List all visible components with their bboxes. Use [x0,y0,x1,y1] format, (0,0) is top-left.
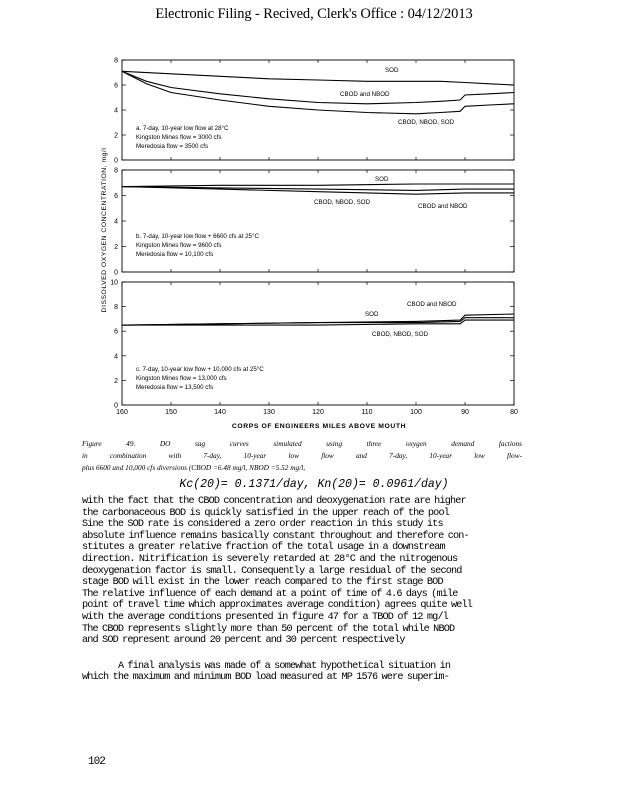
p1-line-10: point of travel time which approximates average condition) agrees quite well [82,600,473,612]
panel-c-note-1: Kingston Mines flow = 13,000 cfs [136,375,227,382]
p1-line-7: deoxygenation factor is small. Consequently a large residual of the second [82,565,462,577]
p1-line-9: The relative influence of each demand at a point of time of 4.6 days (mile [82,588,458,600]
p2-line-1: A final analysis was made of a somewhat hypothetical situation in [118,660,451,672]
xtick-label-8: 80 [510,409,518,416]
panel-a-note-2: Meredosia flow = 3500 cfs [136,143,209,150]
page-number: 102 [88,756,105,768]
panel-b-series-0-label: SOD [375,176,389,183]
panel-a [114,58,514,165]
p1-line-11: with the average conditions presented in figure 47 for a TBOD of 12 mg/l [82,611,448,623]
y-axis-label: DISSOLVED OXYGEN CONCENTRATION, mg/l [101,147,108,313]
xtick-label-0: 160 [116,409,128,416]
p1-line-5: stitutes a greater relative fraction of the total usage in a downstream [82,542,445,554]
panel-c-series-2-label: CBOD, NBOD, SOD [372,331,429,338]
p2-line-2: which the maximum and minimum BOD load measured at MP 1576 were superim- [82,672,449,684]
paragraph-1 [82,496,532,647]
p1-line-3: Sine the SOD rate is considered a zero order reaction in this study its [82,519,443,531]
panel-a-ytick-label-4: 0 [114,157,118,165]
panel-a-series-1-label: CBOD and NBOD [340,91,390,98]
panel-b-ytick-label-0: 8 [114,167,118,175]
p1-line-1: with the fact that the CBOD concentration and deoxygenation rate are higher [82,496,466,507]
caption-line-2: in combination with 7-day, 10-year low flow and 7-day, 10-year low flow- [82,451,522,460]
panel-c-ytick-label-2: 6 [114,328,118,336]
panel-a-series-2-line [122,71,514,114]
panel-b-series-1-label: CBOD and NBOD [418,203,468,210]
panel-b-series-2-label: CBOD, NBOD, SOD [314,199,371,206]
xtick-label-6: 100 [410,409,422,416]
panel-a-ytick-label-0: 8 [114,57,118,65]
p1-line-6: direction. Nitrification is severely retarded at 28°C and the nitrogenous [82,553,458,565]
figure-caption [82,438,522,474]
panel-a-series-0-line [122,71,514,85]
p1-line-13: and SOD represent around 20 percent and 30 percent respectively [82,635,405,647]
panel-c-ytick-label-4: 2 [114,377,118,385]
panel-b [114,168,514,277]
panel-c-note-2: Meredosia flow = 13,500 cfs [136,384,214,391]
xtick-label-3: 130 [263,409,275,416]
panel-b-note-2: Meredosia flow = 10,100 cfs [136,251,214,258]
panel-c-ytick-label-1: 8 [114,304,118,312]
panel-a-ytick-label-3: 2 [114,132,118,140]
panel-b-ytick-label-4: 0 [114,269,118,277]
panel-c-ytick-label-5: 0 [114,402,118,410]
panel-a-ytick-label-2: 4 [114,107,118,115]
panel-a-series-1-line [122,71,514,104]
rate-coefficients: Kc(20)= 0.1371/day, Kn(20)= 0.0961/day) [179,478,449,491]
caption-line-1: Figure 49. DO sag curves simulated using three oxygen demand factions [82,439,522,448]
panel-b-note-1: Kingston Mines flow = 9600 cfs [136,242,222,249]
panel-c-series-1-label: SOD [365,311,379,318]
panel-c-ytick-label-3: 4 [114,353,118,361]
caption-line-3: plus 6600 and 10,000 cfs diversions (CBOD =6.48 mg/l, NBOD =5.52 mg/l, [82,463,306,472]
paragraph-2 [82,661,532,684]
xtick-label-7: 90 [461,409,469,416]
x-axis-label: CORPS OF ENGINEERS MILES ABOVE MOUTH [231,423,407,430]
panel-b-note-0: b. 7-day, 10-year low flow + 6600 cfs at 25°C [136,233,259,240]
panel-c [110,280,514,410]
panel-a-series-0-label: SOD [385,67,399,74]
p1-line-4: absolute influence remains basically constant throughout and therefore con- [82,530,469,542]
xtick-label-1: 150 [165,409,177,416]
p1-line-8: stage BOD will exist in the lower reach compared to the first stage BOD [82,577,443,589]
panel-c-note-0: c. 7-day, 10-year low flow + 10,000 cfs at 25°C [136,366,264,373]
filing-header: Electronic Filing - Recived, Clerk's Office : 04/12/2013 [155,6,473,22]
p1-line-2: the carbonaceous BOD is quickly satisfied in the upper reach of the pool [82,507,449,519]
body-text [82,496,532,684]
panel-b-ytick-label-1: 6 [114,193,118,200]
xtick-label-4: 120 [312,409,324,416]
panel-c-ytick-label-0: 10 [110,279,118,287]
panel-a-ytick-label-1: 6 [114,82,118,90]
panel-a-note-1: Kingston Mines flow = 3000 cfs [136,134,222,141]
panel-c-series-0-label: CBOD and NBOD [407,301,457,308]
xtick-label-5: 110 [361,409,373,416]
panel-b-ytick-label-2: 4 [114,218,118,226]
p1-line-12: The CBOD represents slightly more than 50 percent of the total while NBOD [82,623,455,635]
panel-a-series-2-label: CBOD, NBOD, SOD [398,119,455,126]
panel-b-series-0-line [122,184,514,187]
panel-b-series-2-line [122,187,514,195]
panel-b-ytick-label-3: 2 [114,244,118,251]
xtick-label-2: 140 [214,409,226,416]
panel-a-note-0: a. 7-day, 10-year low flow at 28°C [136,125,229,132]
